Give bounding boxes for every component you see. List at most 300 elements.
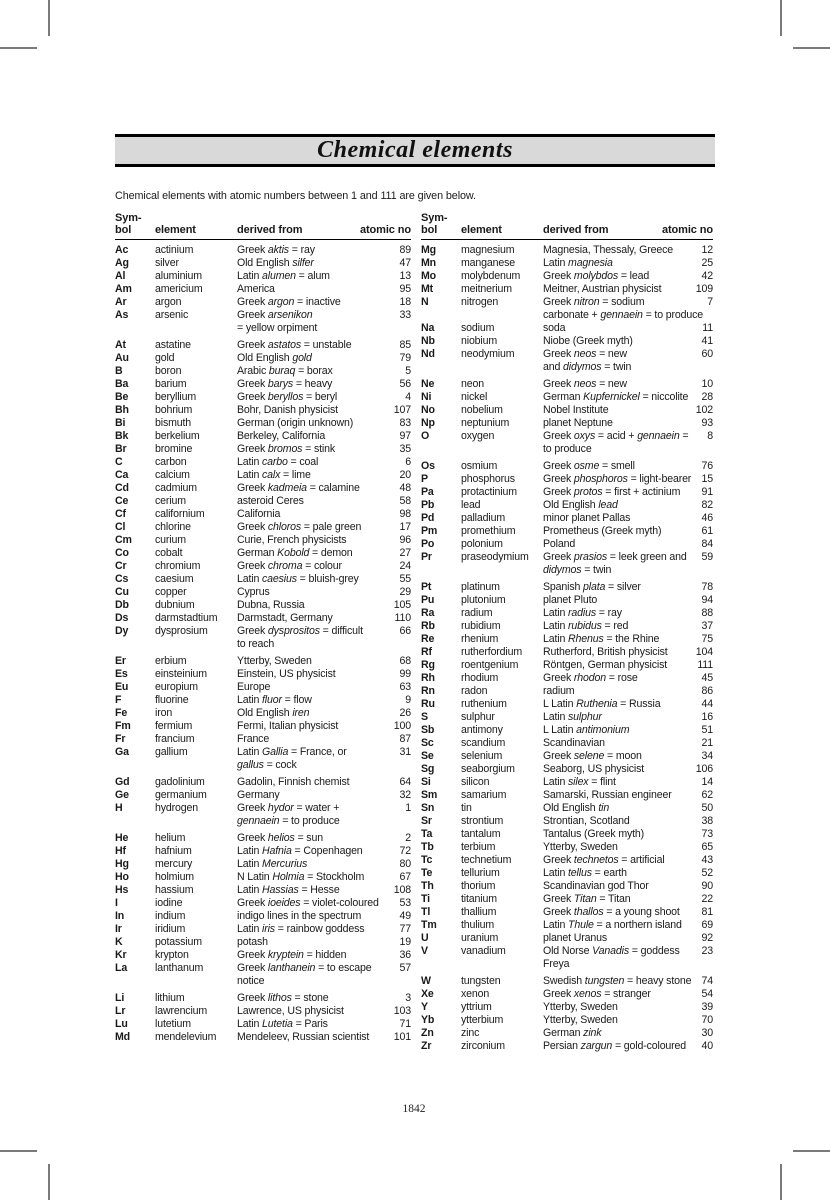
- element-name: copper: [155, 586, 187, 598]
- element-symbol: Pa: [421, 486, 434, 498]
- element-derivation: Ytterby, Sweden: [543, 1014, 618, 1026]
- crop-mark-bottom-left-horizontal: [0, 1150, 37, 1152]
- header-symbol-line2: bol: [115, 223, 132, 236]
- element-derivation: Niobe (Greek myth): [543, 335, 633, 347]
- element-derivation: Lawrence, US physicist: [237, 1005, 344, 1017]
- element-symbol: I: [115, 897, 118, 909]
- element-derivation: Meitner, Austrian physicist: [543, 283, 662, 295]
- atomic-number: 36: [399, 949, 411, 961]
- element-derivation: Old Norse Vanadis = goddess Freya: [543, 945, 680, 970]
- element-derivation: Darmstadt, Germany: [237, 612, 333, 624]
- element-symbol: Bi: [115, 417, 126, 429]
- element-derivation: Greek argon = inactive: [237, 296, 341, 308]
- element-row: [421, 257, 713, 270]
- atomic-number: 95: [399, 283, 411, 295]
- element-derivation: Mendeleev, Russian scientist: [237, 1031, 370, 1043]
- element-derivation: planet Pluto: [543, 594, 598, 606]
- element-symbol: Sg: [421, 763, 435, 775]
- element-name: actinium: [155, 244, 194, 256]
- element-row: [115, 910, 411, 923]
- element-derivation: Ytterby, Sweden: [543, 1001, 618, 1013]
- element-row: [421, 1027, 713, 1040]
- element-derivation: Old English gold: [237, 352, 312, 364]
- header-element: element: [461, 223, 502, 236]
- element-symbol: P: [421, 473, 428, 485]
- element-name: hassium: [155, 884, 194, 896]
- element-name: nickel: [461, 391, 488, 403]
- atomic-number: 98: [399, 508, 411, 520]
- elements-table: [115, 213, 713, 1053]
- element-derivation: Dubna, Russia: [237, 599, 305, 611]
- element-name: mendelevium: [155, 1031, 217, 1043]
- atomic-number: 106: [695, 763, 713, 775]
- element-row: [421, 698, 713, 711]
- element-symbol: Mo: [421, 270, 436, 282]
- element-symbol: Br: [115, 443, 127, 455]
- element-symbol: In: [115, 910, 125, 922]
- atomic-number: 20: [399, 469, 411, 481]
- element-symbol: Cm: [115, 534, 132, 546]
- element-name: cerium: [155, 495, 186, 507]
- element-row: [421, 270, 713, 283]
- atomic-number: 22: [701, 893, 713, 905]
- element-name: technetium: [461, 854, 512, 866]
- element-derivation: minor planet Pallas: [543, 512, 631, 524]
- element-name: iron: [155, 707, 173, 719]
- element-row: [421, 750, 713, 763]
- atomic-number: 8: [707, 430, 713, 442]
- element-name: chromium: [155, 560, 201, 572]
- element-derivation: America: [237, 283, 275, 295]
- element-derivation: N Latin Holmia = Stockholm: [237, 871, 365, 883]
- element-name: krypton: [155, 949, 189, 961]
- atomic-number: 100: [393, 720, 411, 732]
- element-row: [115, 257, 411, 270]
- element-name: thorium: [461, 880, 496, 892]
- element-derivation: German Kupfernickel = niccolite: [543, 391, 689, 403]
- element-derivation: Samarski, Russian engineer: [543, 789, 672, 801]
- element-name: tungsten: [461, 975, 501, 987]
- atomic-number: 110: [394, 612, 411, 624]
- element-row: [421, 486, 713, 499]
- crop-mark-top-right-horizontal: [793, 47, 830, 49]
- element-derivation: Old English lead: [543, 499, 618, 511]
- atomic-number: 3: [405, 992, 411, 1004]
- atomic-number: 7: [707, 296, 713, 308]
- element-symbol: Si: [421, 776, 431, 788]
- element-symbol: Na: [421, 322, 435, 334]
- element-derivation: Ytterby, Sweden: [543, 841, 618, 853]
- element-row: [421, 789, 713, 802]
- atomic-number: 87: [399, 733, 411, 745]
- element-derivation: Old English tin: [543, 802, 610, 814]
- element-symbol: Al: [115, 270, 126, 282]
- element-row: [421, 672, 713, 685]
- element-derivation: Greek Titan = Titan: [543, 893, 631, 905]
- element-derivation: L Latin antimonium: [543, 724, 630, 736]
- element-name: argon: [155, 296, 182, 308]
- element-symbol: At: [115, 339, 126, 351]
- element-symbol: Zr: [421, 1040, 432, 1052]
- element-derivation: Greek osme = smell: [543, 460, 635, 472]
- element-name: berkelium: [155, 430, 200, 442]
- element-row: [421, 880, 713, 893]
- atomic-number: 60: [701, 348, 713, 360]
- element-row: [115, 746, 411, 772]
- element-symbol: Ni: [421, 391, 432, 403]
- element-name: bismuth: [155, 417, 192, 429]
- element-derivation: Latin radius = ray: [543, 607, 622, 619]
- element-symbol: Cl: [115, 521, 126, 533]
- element-row: [421, 854, 713, 867]
- element-derivation: Greek rhodon = rose: [543, 672, 638, 684]
- element-row: [115, 681, 411, 694]
- element-symbol: Li: [115, 992, 125, 1004]
- element-symbol: Tc: [421, 854, 433, 866]
- element-symbol: Es: [115, 668, 128, 680]
- element-name: arsenic: [155, 309, 189, 321]
- element-row: [421, 499, 713, 512]
- element-row: [421, 724, 713, 737]
- element-name: tin: [461, 802, 472, 814]
- element-derivation: Greek bromos = stink: [237, 443, 335, 455]
- element-symbol: Ar: [115, 296, 127, 308]
- element-row: [115, 668, 411, 681]
- atomic-number: 64: [399, 776, 411, 788]
- element-symbol: Lr: [115, 1005, 126, 1017]
- element-derivation: Greek technetos = artificial: [543, 854, 665, 866]
- element-name: americium: [155, 283, 203, 295]
- element-row: [115, 858, 411, 871]
- element-name: phosphorus: [461, 473, 515, 485]
- element-name: curium: [155, 534, 186, 546]
- element-row: [421, 283, 713, 296]
- atomic-number: 21: [701, 737, 713, 749]
- element-name: iridium: [155, 923, 186, 935]
- element-name: terbium: [461, 841, 496, 853]
- atomic-number: 83: [399, 417, 411, 429]
- element-symbol: B: [115, 365, 123, 377]
- element-derivation: Latin Hafnia = Copenhagen: [237, 845, 363, 857]
- element-symbol: Pm: [421, 525, 438, 537]
- element-name: darmstadtium: [155, 612, 218, 624]
- element-name: promethium: [461, 525, 516, 537]
- atomic-number: 76: [701, 460, 713, 472]
- element-derivation: Latin alumen = alum: [237, 270, 330, 282]
- atomic-number: 66: [399, 625, 411, 637]
- element-symbol: U: [421, 932, 429, 944]
- element-row: [421, 763, 713, 776]
- element-name: gold: [155, 352, 175, 364]
- element-row: [421, 430, 713, 456]
- element-derivation: Ytterby, Sweden: [237, 655, 312, 667]
- atomic-number: 25: [701, 257, 713, 269]
- element-name: francium: [155, 733, 195, 745]
- atomic-number: 42: [701, 270, 713, 282]
- atomic-number: 108: [393, 884, 411, 896]
- element-symbol: Re: [421, 633, 435, 645]
- element-derivation: California: [237, 508, 281, 520]
- element-symbol: Sm: [421, 789, 438, 801]
- element-symbol: Tl: [421, 906, 431, 918]
- atomic-number: 93: [701, 417, 713, 429]
- element-derivation: Scandinavian god Thor: [543, 880, 649, 892]
- atomic-number: 47: [399, 257, 411, 269]
- element-row: [115, 417, 411, 430]
- element-derivation: Greek chloros = pale green: [237, 521, 362, 533]
- atomic-number: 12: [701, 244, 713, 256]
- element-name: carbon: [155, 456, 187, 468]
- element-name: indium: [155, 910, 186, 922]
- element-symbol: F: [115, 694, 122, 706]
- element-name: zinc: [461, 1027, 480, 1039]
- atomic-number: 67: [399, 871, 411, 883]
- element-name: protactinium: [461, 486, 517, 498]
- element-derivation: Greek thallos = a young shoot: [543, 906, 680, 918]
- element-name: seaborgium: [461, 763, 515, 775]
- element-derivation: Latin iris = rainbow goddess: [237, 923, 365, 935]
- element-derivation: Tantalus (Greek myth): [543, 828, 645, 840]
- atomic-number: 14: [701, 776, 713, 788]
- element-derivation: Greek neos = new and didymos = twin: [543, 348, 632, 373]
- element-name: hafnium: [155, 845, 192, 857]
- element-derivation: German zink: [543, 1027, 602, 1039]
- element-name: roentgenium: [461, 659, 519, 671]
- element-derivation: Germany: [237, 789, 280, 801]
- element-name: zirconium: [461, 1040, 505, 1052]
- element-name: tantalum: [461, 828, 501, 840]
- element-derivation: Greek arsenikon = yellow orpiment: [237, 309, 318, 334]
- element-name: samarium: [461, 789, 507, 801]
- atomic-number: 72: [399, 845, 411, 857]
- element-symbol: Mn: [421, 257, 436, 269]
- element-symbol: Rg: [421, 659, 435, 671]
- atomic-number: 52: [701, 867, 713, 879]
- element-symbol: Nd: [421, 348, 435, 360]
- element-symbol: Au: [115, 352, 129, 364]
- element-name: niobium: [461, 335, 498, 347]
- element-name: radon: [461, 685, 488, 697]
- atomic-number: 4: [405, 391, 411, 403]
- element-derivation: Swedish tungsten = heavy stone: [543, 975, 692, 987]
- element-row: [421, 737, 713, 750]
- element-derivation: German Kobold = demon: [237, 547, 353, 559]
- atomic-number: 58: [399, 495, 411, 507]
- element-row: [115, 694, 411, 707]
- element-row: [421, 776, 713, 789]
- element-name: scandium: [461, 737, 506, 749]
- element-name: platinum: [461, 581, 500, 593]
- atomic-number: 33: [399, 309, 411, 321]
- element-derivation: France: [237, 733, 270, 745]
- element-derivation: Greek kadmeia = calamine: [237, 482, 360, 494]
- element-derivation: Greek barys = heavy: [237, 378, 333, 390]
- element-derivation: Greek lanthanein = to escape notice: [237, 962, 372, 987]
- element-symbol: Eu: [115, 681, 129, 693]
- element-derivation: Magnesia, Thessaly, Greece: [543, 244, 673, 256]
- element-symbol: V: [421, 945, 428, 957]
- element-row: [115, 495, 411, 508]
- atomic-number: 34: [701, 750, 713, 762]
- element-name: meitnerium: [461, 283, 512, 295]
- element-row: [115, 456, 411, 469]
- header-symbol: [115, 213, 155, 236]
- element-row: [115, 832, 411, 845]
- element-row: [115, 1005, 411, 1018]
- element-derivation: Greek astatos = unstable: [237, 339, 352, 351]
- element-symbol: No: [421, 404, 435, 416]
- atomic-number: 55: [399, 573, 411, 585]
- element-name: cobalt: [155, 547, 183, 559]
- atomic-number: 104: [695, 646, 713, 658]
- element-derivation: Röntgen, German physicist: [543, 659, 668, 671]
- element-symbol: Bk: [115, 430, 129, 442]
- atomic-number: 105: [393, 599, 411, 611]
- element-row: [421, 391, 713, 404]
- element-row: [115, 404, 411, 417]
- element-name: palladium: [461, 512, 505, 524]
- element-symbol: Cr: [115, 560, 127, 572]
- element-row: [115, 923, 411, 936]
- element-symbol: Cu: [115, 586, 129, 598]
- page-number: 1842: [402, 1103, 426, 1115]
- atomic-number: 103: [393, 1005, 411, 1017]
- element-row: [421, 335, 713, 348]
- element-derivation: Greek beryllos = beryl: [237, 391, 338, 403]
- element-derivation: Greek nitron = sodium carbonate + gennaein = to produce: [543, 296, 703, 321]
- atomic-number: 24: [399, 560, 411, 572]
- element-derivation: L Latin Ruthenia = Russia: [543, 698, 661, 710]
- element-derivation: Einstein, US physicist: [237, 668, 336, 680]
- element-derivation: Cyprus: [237, 586, 270, 598]
- element-symbol: Np: [421, 417, 435, 429]
- element-row: [115, 560, 411, 573]
- element-symbol: Ge: [115, 789, 129, 801]
- element-name: gallium: [155, 746, 188, 758]
- element-symbol: Dy: [115, 625, 129, 637]
- element-row: [421, 581, 713, 594]
- element-row: [115, 482, 411, 495]
- atomic-number: 79: [399, 352, 411, 364]
- element-row: [421, 841, 713, 854]
- atomic-number: 97: [399, 430, 411, 442]
- atomic-number: 91: [701, 486, 713, 498]
- element-name: hydrogen: [155, 802, 198, 814]
- element-derivation: potash: [237, 936, 268, 948]
- atomic-number: 1: [405, 802, 411, 814]
- element-name: bohrium: [155, 404, 193, 416]
- atomic-number: 96: [399, 534, 411, 546]
- element-name: mercury: [155, 858, 193, 870]
- element-row: [421, 460, 713, 473]
- element-row: [115, 391, 411, 404]
- element-name: silver: [155, 257, 179, 269]
- header-atomic-no: atomic no: [359, 223, 411, 236]
- element-symbol: Pr: [421, 551, 432, 563]
- atomic-number: 50: [701, 802, 713, 814]
- element-row: [421, 659, 713, 672]
- element-name: bromine: [155, 443, 193, 455]
- element-row: [421, 893, 713, 906]
- element-derivation: Gadolin, Finnish chemist: [237, 776, 350, 788]
- element-symbol: Zn: [421, 1027, 434, 1039]
- element-row: [115, 534, 411, 547]
- element-symbol: Er: [115, 655, 126, 667]
- atomic-number: 30: [701, 1027, 713, 1039]
- element-name: erbium: [155, 655, 187, 667]
- atomic-number: 62: [701, 789, 713, 801]
- element-symbol: Am: [115, 283, 132, 295]
- element-name: fluorine: [155, 694, 189, 706]
- element-name: rutherfordium: [461, 646, 523, 658]
- element-row: [421, 620, 713, 633]
- element-row: [421, 1014, 713, 1027]
- element-derivation: asteroid Ceres: [237, 495, 304, 507]
- atomic-number: 71: [399, 1018, 411, 1030]
- element-row: [115, 707, 411, 720]
- element-row: [421, 867, 713, 880]
- element-name: californium: [155, 508, 205, 520]
- element-name: gadolinium: [155, 776, 205, 788]
- element-row: [115, 871, 411, 884]
- element-row: [421, 525, 713, 538]
- atomic-number: 53: [399, 897, 411, 909]
- element-name: barium: [155, 378, 187, 390]
- element-derivation: Prometheus (Greek myth): [543, 525, 662, 537]
- crop-mark-bottom-left-vertical: [48, 1164, 50, 1200]
- atomic-number: 11: [702, 322, 713, 334]
- element-derivation: planet Uranus: [543, 932, 608, 944]
- atomic-number: 2: [405, 832, 411, 844]
- element-symbol: Ti: [421, 893, 430, 905]
- right-column: [421, 213, 713, 1053]
- element-row: [421, 1040, 713, 1053]
- element-name: neptunium: [461, 417, 510, 429]
- element-symbol: Pu: [421, 594, 435, 606]
- element-derivation: Latin tellus = earth: [543, 867, 627, 879]
- header-atomic-no: atomic no: [661, 223, 713, 236]
- element-derivation: soda: [543, 322, 566, 334]
- header-derived-from: derived from: [237, 223, 303, 236]
- element-symbol: Ne: [421, 378, 435, 390]
- element-symbol: Rb: [421, 620, 435, 632]
- atomic-number: 26: [399, 707, 411, 719]
- element-row: [115, 508, 411, 521]
- element-row: [115, 884, 411, 897]
- element-row: [421, 932, 713, 945]
- element-name: sulphur: [461, 711, 495, 723]
- element-row: [115, 443, 411, 456]
- element-derivation: Latin sulphur: [543, 711, 602, 723]
- atomic-number: 45: [701, 672, 713, 684]
- element-symbol: Ag: [115, 257, 129, 269]
- element-derivation: Seaborg, US physicist: [543, 763, 645, 775]
- element-name: thallium: [461, 906, 497, 918]
- left-column-rows: [115, 244, 411, 1044]
- left-column-header: [115, 213, 411, 240]
- element-row: [115, 283, 411, 296]
- element-row: [115, 897, 411, 910]
- element-name: ruthenium: [461, 698, 507, 710]
- element-symbol: Kr: [115, 949, 127, 961]
- element-derivation: Old English silfer: [237, 257, 314, 269]
- atomic-number: 81: [701, 906, 713, 918]
- element-row: [421, 296, 713, 322]
- element-row: [115, 949, 411, 962]
- atomic-number: 63: [399, 681, 411, 693]
- element-name: polonium: [461, 538, 503, 550]
- element-name: calcium: [155, 469, 190, 481]
